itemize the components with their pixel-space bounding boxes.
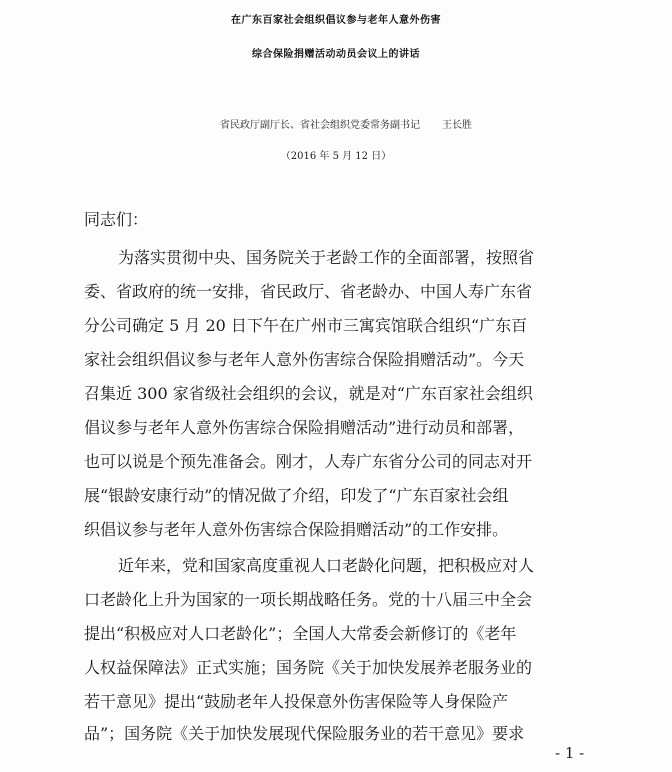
- author-position: 省民政厅副厅长、省社会组织党委常务副书记: [220, 120, 420, 131]
- author-name: 王长胜: [442, 120, 472, 131]
- body-line: 为落实贯彻中央、国务院关于老龄工作的全面部署，按照省: [118, 248, 535, 267]
- body-line: 分公司确定 5 月 20 日下午在广州市三寓宾馆联合组织“广东百: [84, 316, 528, 335]
- body-line: 提出“积极应对人口老龄化”；全国人大常委会新修订的《老年: [84, 624, 517, 643]
- speech-date: （2016 年 5 月 12 日）: [280, 151, 392, 162]
- document-title-line-2: 综合保险捐赠活动动员会议上的讲话: [252, 49, 420, 60]
- body-line: 织倡议参与老年人意外伤害综合保险捐赠活动”的工作安排。: [84, 520, 509, 539]
- body-line: 倡议参与老年人意外伤害综合保险捐赠活动”进行动员和部署，: [84, 418, 525, 437]
- body-line: 召集近 300 家省级社会组织的会议，就是对“广东百家社会组织: [84, 384, 533, 403]
- body-line: 家社会组织倡议参与老年人意外伤害综合保险捐赠活动”。今天: [84, 350, 525, 369]
- body-line: 近年来，党和国家高度重视人口老龄化问题，把积极应对人: [118, 556, 535, 575]
- author-line: [10, 116, 672, 136]
- body-line: 若干意见》提出“鼓励老年人投保意外伤害保险等人身保险产: [84, 692, 509, 711]
- body-line: 口老龄化上升为国家的一项长期战略任务。党的十八届三中全会: [84, 590, 533, 609]
- body-line: 展“银龄安康行动”的情况做了介绍，印发了“广东百家社会组: [84, 486, 509, 505]
- body-line: 品”；国务院《关于加快发展现代保险服务业的若干意见》要求: [84, 724, 525, 743]
- salutation: 同志们：: [84, 210, 149, 229]
- document-title-line-1: 在广东百家社会组织倡议参与老年人意外伤害: [231, 15, 441, 26]
- body-line: 委、省政府的统一安排，省民政厅、省老龄办、中国人寿广东省: [84, 282, 533, 301]
- body-line: 人权益保障法》正式实施；国务院《关于加快发展养老服务业的: [84, 658, 533, 677]
- page-number: - 1 -: [555, 744, 585, 762]
- body-line: 也可以说是个预先准备会。刚才，人寿广东省分公司的同志对开: [84, 452, 533, 471]
